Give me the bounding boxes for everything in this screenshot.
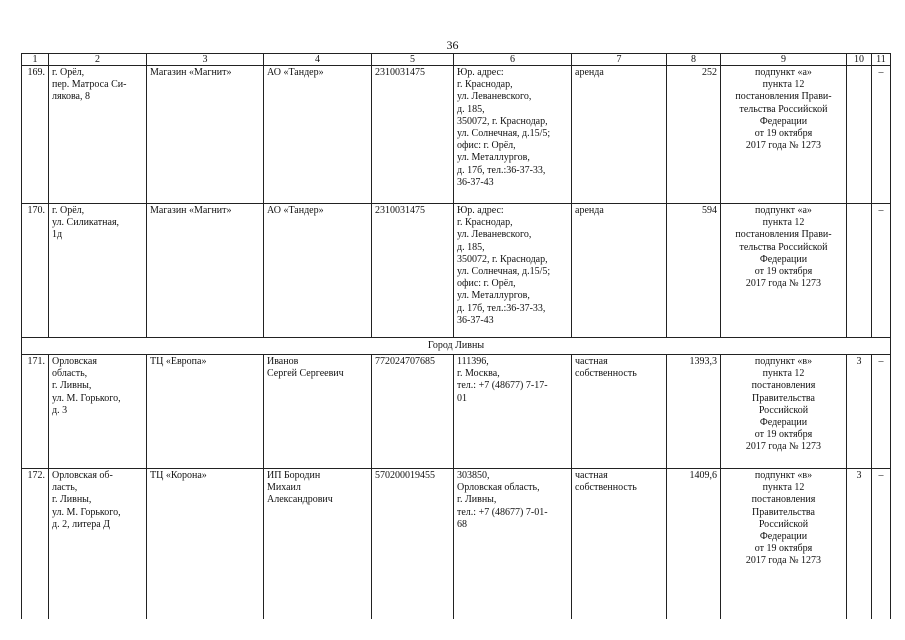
col10-cell bbox=[847, 204, 872, 338]
column-header: 10 bbox=[847, 54, 872, 66]
column-header: 3 bbox=[147, 54, 264, 66]
address-cell: г. Орёл, пер. Матроса Си- лякова, 8 bbox=[49, 66, 147, 204]
column-header: 9 bbox=[721, 54, 847, 66]
header-row bbox=[22, 54, 891, 66]
column-header: 8 bbox=[667, 54, 721, 66]
col11-cell: – bbox=[872, 355, 891, 469]
row-number: 170. bbox=[22, 204, 49, 338]
column-header: 6 bbox=[454, 54, 572, 66]
col11-cell: – bbox=[872, 469, 891, 620]
column-header: 7 bbox=[572, 54, 667, 66]
object-cell: ТЦ «Европа» bbox=[147, 355, 264, 469]
object-cell: ТЦ «Корона» bbox=[147, 469, 264, 620]
area-cell: 1409,6 bbox=[667, 469, 721, 620]
table-row bbox=[22, 204, 891, 338]
column-header: 5 bbox=[372, 54, 454, 66]
row-number: 171. bbox=[22, 355, 49, 469]
contacts-cell: Юр. адрес: г. Краснодар, ул. Леваневского, д. 185, 350072, г. Краснодар, ул. Солнечная, д.15/5; офис: г. Орёл, ул. Металлургов, д. 17б, тел.:36-37-33, 36-37-43 bbox=[454, 66, 572, 204]
col11-cell: – bbox=[872, 204, 891, 338]
area-cell: 1393,3 bbox=[667, 355, 721, 469]
basis-cell: подпункт «а» пункта 12 постановления Прави- тельства Российской Федерации от 19 октября 2017 года № 1273 bbox=[721, 66, 847, 204]
section-row bbox=[22, 338, 891, 355]
page-number: 36 bbox=[446, 38, 459, 52]
address-cell: Орловская область, г. Ливны, ул. М. Горького, д. 3 bbox=[49, 355, 147, 469]
inn-cell: 772024707685 bbox=[372, 355, 454, 469]
contacts-cell: 303850, Орловская область, г. Ливны, тел.: +7 (48677) 7-01- 68 bbox=[454, 469, 572, 620]
owner-cell: Иванов Сергей Сергеевич bbox=[264, 355, 372, 469]
contacts-cell: Юр. адрес: г. Краснодар, ул. Леваневского, д. 185, 350072, г. Краснодар, ул. Солнечная, д.15/5; офис: г. Орёл, ул. Металлургов, д. 17б, тел.:36-37-33, 36-37-43 bbox=[454, 204, 572, 338]
contacts-cell: 111396, г. Москва, тел.: +7 (48677) 7-17- 01 bbox=[454, 355, 572, 469]
owner-cell: АО «Тандер» bbox=[264, 66, 372, 204]
area-cell: 594 bbox=[667, 204, 721, 338]
right-cell: частная собственность bbox=[572, 355, 667, 469]
right-cell: аренда bbox=[572, 204, 667, 338]
column-header: 4 bbox=[264, 54, 372, 66]
area-cell: 252 bbox=[667, 66, 721, 204]
address-cell: г. Орёл, ул. Силикатная, 1д bbox=[49, 204, 147, 338]
table-row bbox=[22, 469, 891, 620]
basis-cell: подпункт «в» пункта 12 постановления Правительства Российской Федерации от 19 октября 2017 года № 1273 bbox=[721, 355, 847, 469]
table-row bbox=[22, 66, 891, 204]
basis-cell: подпункт «в» пункта 12 постановления Правительства Российской Федерации от 19 октября 2017 года № 1273 bbox=[721, 469, 847, 620]
inn-cell: 2310031475 bbox=[372, 66, 454, 204]
owner-cell: ИП Бородин Михаил Александрович bbox=[264, 469, 372, 620]
right-cell: частная собственность bbox=[572, 469, 667, 620]
basis-cell: подпункт «а» пункта 12 постановления Прави- тельства Российской Федерации от 19 октября 2017 года № 1273 bbox=[721, 204, 847, 338]
table-row bbox=[22, 355, 891, 469]
row-number: 169. bbox=[22, 66, 49, 204]
section-title: Город Ливны bbox=[22, 338, 891, 355]
object-cell: Магазин «Магнит» bbox=[147, 204, 264, 338]
column-header: 1 bbox=[22, 54, 49, 66]
owner-cell: АО «Тандер» bbox=[264, 204, 372, 338]
address-cell: Орловская об- ласть, г. Ливны, ул. М. Горького, д. 2, литера Д bbox=[49, 469, 147, 620]
column-header: 11 bbox=[872, 54, 891, 66]
row-number: 172. bbox=[22, 469, 49, 620]
registry-table bbox=[21, 53, 891, 619]
col11-cell: – bbox=[872, 66, 891, 204]
col10-cell: 3 bbox=[847, 355, 872, 469]
col10-cell bbox=[847, 66, 872, 204]
object-cell: Магазин «Магнит» bbox=[147, 66, 264, 204]
right-cell: аренда bbox=[572, 66, 667, 204]
inn-cell: 570200019455 bbox=[372, 469, 454, 620]
inn-cell: 2310031475 bbox=[372, 204, 454, 338]
col10-cell: 3 bbox=[847, 469, 872, 620]
column-header: 2 bbox=[49, 54, 147, 66]
